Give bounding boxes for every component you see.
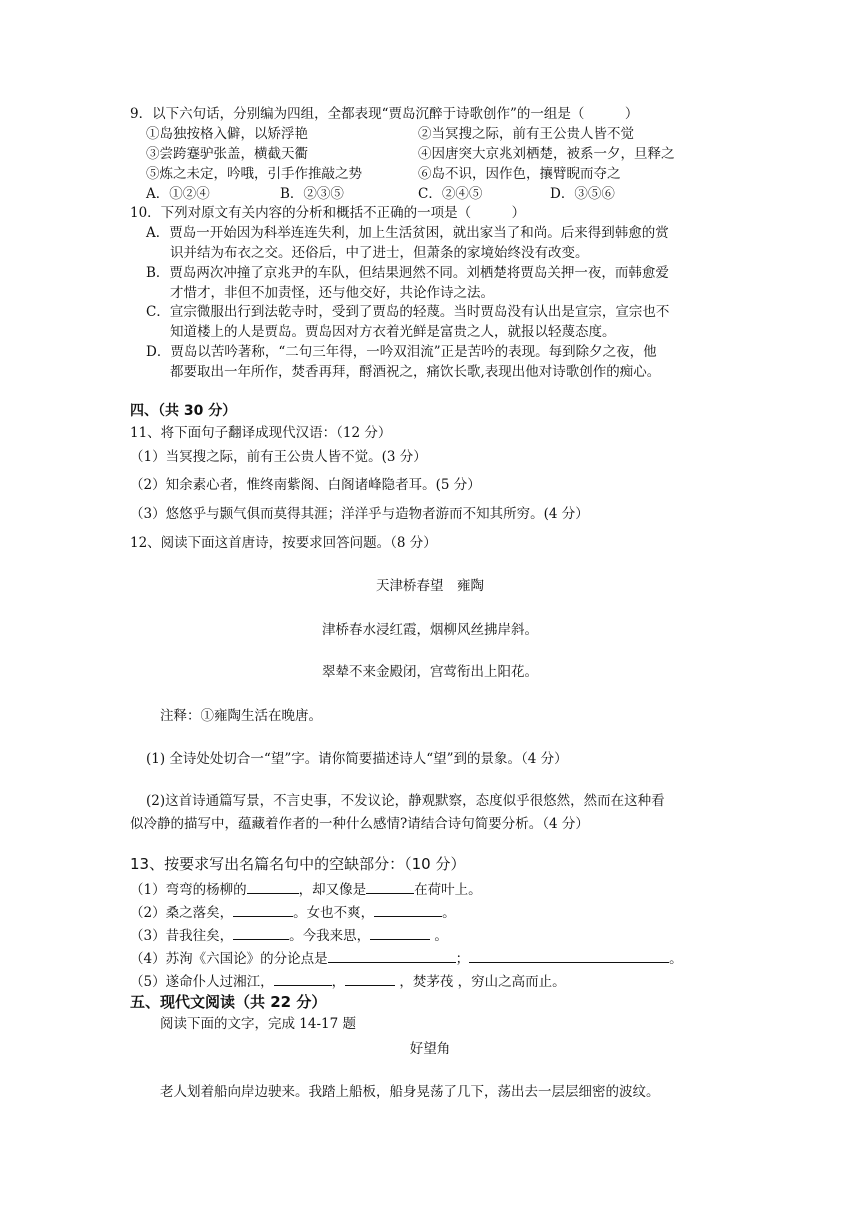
- q13-stem: 13、按要求写出名篇名句中的空缺部分：（10 分）: [130, 855, 466, 873]
- q13-item-3-text-c: 。: [430, 928, 448, 944]
- article-title: 好望角: [409, 1041, 451, 1057]
- q10-option-c-line2: 知道楼上的人是贾岛。贾岛因对方衣着光鲜是富贵之人，就报以轻蔑态度。: [170, 324, 616, 340]
- q11-item-1: （1）当冥搜之际，前有王公贵人皆不觉。(3 分）: [130, 449, 427, 465]
- q10-option-c-line1: C．宣宗微服出行到法乾寺时，受到了贾岛的轻蔑。当时贾岛没有认出是宣宗，宣宗也不: [146, 304, 670, 320]
- poem-title: 天津桥春望 雍陶: [376, 578, 484, 594]
- q9-item-3: ③尝跨蹇驴张盖，横截天衢: [146, 146, 308, 162]
- reading-intro: 阅读下面的文字，完成 14-17 题: [160, 1016, 357, 1032]
- section-4-title: 四、（共 30 分）: [130, 403, 237, 419]
- q9-item-6: ⑥岛不识，因作色，攘臂睨而夺之: [418, 166, 621, 182]
- q10-option-a-line1: A．贾岛一开始因为科举连连失利，加上生活贫困，就出家当了和尚。后来得到韩愈的赏: [146, 225, 669, 241]
- q13-item-2-text-a: （2）桑之落矣，: [130, 905, 234, 921]
- q13-item-1-text-c: 在荷叶上。: [414, 882, 482, 898]
- q13-item-2-text-b: 。女也不爽，: [293, 905, 375, 921]
- q9-item-2: ②当冥搜之际，前有王公贵人皆不觉: [418, 126, 634, 142]
- q13-item-3: [130, 926, 448, 945]
- poem-line-1: 津桥春水浸红霞，烟柳风丝拂岸斜。: [322, 622, 538, 638]
- answer-blank[interactable]: [374, 903, 442, 917]
- q13-item-5-text-a: （5）遂命仆人过湘江，: [130, 974, 274, 990]
- q12-stem: 12、阅读下面这首唐诗，按要求回答问题。（8 分）: [130, 535, 437, 551]
- q9-option-c: C．②④⑤: [418, 186, 483, 202]
- answer-blank[interactable]: [469, 949, 669, 963]
- q13-item-2: [130, 903, 456, 922]
- q13-item-1: [130, 880, 482, 899]
- q13-item-3-text-b: 。今我来思，: [289, 928, 371, 944]
- q10-option-d-line1: D．贾岛以苦吟著称，“二句三年得，一吟双泪流”正是苦吟的表现。每到除夕之夜，他: [146, 344, 657, 360]
- answer-blank[interactable]: [370, 926, 430, 940]
- q9-item-5: ⑤炼之未定，吟哦，引手作推敲之势: [146, 166, 362, 182]
- answer-blank[interactable]: [328, 949, 456, 963]
- q11-item-3: （3）悠悠乎与颢气俱而莫得其涯；洋洋乎与造物者游而不知其所穷。(4 分）: [130, 506, 589, 522]
- q9-item-1: ①岛独按格入僻，以矫浮艳: [146, 126, 308, 142]
- answer-blank[interactable]: [345, 972, 395, 986]
- q12-part-2-line2: 似冷静的描写中，蕴藏着作者的一种什么感情?请结合诗句简要分析。（4 分）: [130, 816, 589, 832]
- answer-blank[interactable]: [247, 880, 299, 894]
- q12-part-2-line1: (2)这首诗通篇写景，不言史事，不发议论，静观默察，态度似乎很悠然，然而在这种看: [146, 793, 665, 809]
- q13-item-3-text-a: （3）昔我往矣，: [130, 928, 234, 944]
- q13-item-5-text-c: ，焚茅茷 ，穷山之高而止。: [395, 974, 566, 990]
- q11-stem: 11、将下面句子翻译成现代汉语：（12 分）: [130, 425, 392, 441]
- answer-blank[interactable]: [274, 972, 332, 986]
- q9-stem: 9．以下六句话，分别编为四组，全都表现“贾岛沉醉于诗歌创作”的一组是（ ）: [130, 106, 639, 122]
- q13-item-1-text-b: ，却又像是: [298, 882, 367, 898]
- q10-stem: 10．下列对原文有关内容的分析和概括不正确的一项是（ ）: [130, 205, 526, 221]
- q13-item-5: [130, 972, 566, 991]
- q10-option-d-line2: 都要取出一年所作，焚香再拜，酹酒祝之，痛饮长歌,表现出他对诗歌创作的痴心。: [170, 364, 661, 380]
- q13-item-2-text-c: 。: [442, 905, 456, 921]
- article-paragraph-1: 老人划着船向岸边驶来。我踏上船板，船身晃荡了几下，荡出去一层层细密的波纹。: [160, 1084, 660, 1100]
- q9-option-b: B．②③⑤: [280, 186, 344, 202]
- q10-option-b-line2: 才惜才，非但不加责怪，还与他交好，共论作诗之法。: [170, 285, 494, 301]
- answer-blank[interactable]: [233, 903, 293, 917]
- q9-option-d: D．③⑤⑥: [550, 186, 615, 202]
- poem-note: 注释：①雍陶生活在晚唐。: [160, 708, 322, 724]
- q10-option-b-line1: B．贾岛两次冲撞了京兆尹的车队，但结果迥然不同。刘栖楚将贾岛关押一夜，而韩愈爱: [146, 265, 669, 281]
- q11-item-2: （2）知余素心者，惟终南紫阁、白阁诸峰隐者耳。(5 分）: [130, 477, 481, 493]
- q13-item-5-text-b: ，: [331, 974, 346, 990]
- q9-option-a: A．①②④: [146, 186, 210, 202]
- section-5-title: 五、现代文阅读（共 22 分）: [130, 993, 327, 1011]
- q13-item-4-text-c: 。: [669, 951, 683, 967]
- q13-item-4-text-a: （4）苏洵《六国论》的分论点是: [130, 951, 328, 967]
- answer-blank[interactable]: [366, 880, 414, 894]
- q13-item-1-text-a: （1）弯弯的杨柳的: [130, 882, 247, 898]
- q10-option-a-line2: 识并结为布衣之交。还俗后，中了进士，但萧条的家境始终没有改变。: [170, 245, 589, 261]
- poem-line-2: 翠辇不来金殿闭，宫莺衔出上阳花。: [322, 664, 538, 680]
- q13-item-4: [130, 949, 683, 968]
- answer-blank[interactable]: [233, 926, 289, 940]
- q12-part-1: (1) 全诗处处切合一“望”字。请你简要描述诗人“望”到的景象。（4 分）: [146, 751, 568, 767]
- q9-item-4: ④因唐突大京兆刘栖楚，被系一夕，旦释之: [418, 146, 675, 162]
- q13-item-4-text-b: ；: [455, 951, 470, 967]
